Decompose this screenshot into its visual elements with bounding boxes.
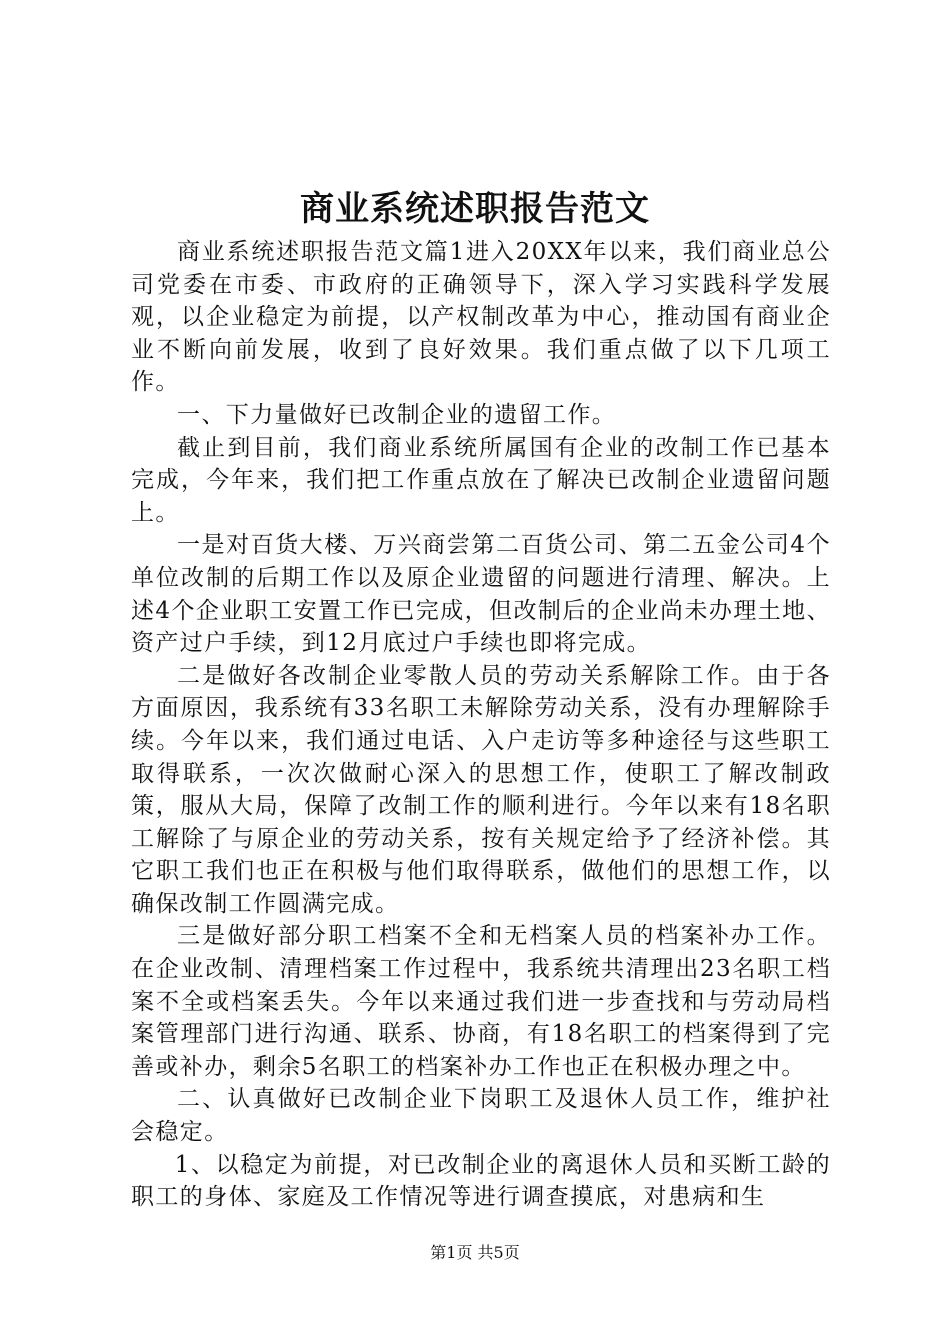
document-title: 商业系统述职报告范文 bbox=[300, 189, 650, 229]
page-footer: 第1页 共5页 bbox=[430, 1243, 520, 1262]
paragraph-progress: 截止到目前，我们商业系统所属国有企业的改制工作已基本完成，今年来，我们把工作重点放在了解决已改制企业遗留问题上。 bbox=[131, 434, 831, 526]
paragraph-point-1: 一是对百货大楼、万兴商尝第二百货公司、第二五金公司4个单位改制的后期工作以及原企业遗留的问题进行清理、解决。上述4个企业职工安置工作已完成，但改制后的企业尚未办理土地、资产过户手续，到12月底过户手续也即将完成。 bbox=[131, 532, 831, 657]
paragraph-point-3: 三是做好部分职工档案不全和无档案人员的档案补办工作。在企业改制、清理档案工作过程中，我系统共清理出23名职工档案不全或档案丢失。今年以来通过我们进一步查找和与劳动局档案管理部门进行沟通、联系、协商，有18名职工的档案得到了完善或补办，剩余5名职工的档案补办工作也正在积极办理之中。 bbox=[131, 923, 831, 1080]
paragraph-heading-2: 二、认真做好已改制企业下岗职工及退休人员工作，维护社会稳定。 bbox=[131, 1086, 831, 1146]
paragraph-heading-1: 一、下力量做好已改制企业的遗留工作。 bbox=[177, 401, 617, 428]
document-body bbox=[131, 236, 831, 1214]
paragraph-point-2: 二是做好各改制企业零散人员的劳动关系解除工作。由于各方面原因，我系统有33名职工未解除劳动关系，没有办理解除手续。今年以来，我们通过电话、入户走访等多种途径与这些职工取得联系，一次次做耐心深入的思想工作，使职工了解改制政策，服从大局，保障了改制工作的顺利进行。今年以来有18名职工解除了与原企业的劳动关系，按有关规定给予了经济补偿。其它职工我们也正在积极与他们取得联系，做他们的思想工作，以确保改制工作圆满完成。 bbox=[131, 662, 831, 917]
paragraph-item-1: 1、以稳定为前提，对已改制企业的离退休人员和买断工龄的职工的身体、家庭及工作情况等进行调查摸底，对患病和生 bbox=[131, 1151, 831, 1211]
paragraph-intro: 商业系统述职报告范文篇1进入20XX年以来，我们商业总公司党委在市委、市政府的正确领导下，深入学习实践科学发展观，以企业稳定为前提，以产权制改革为中心，推动国有商业企业不断向前发展，收到了良好效果。我们重点做了以下几项工作。 bbox=[131, 239, 831, 396]
